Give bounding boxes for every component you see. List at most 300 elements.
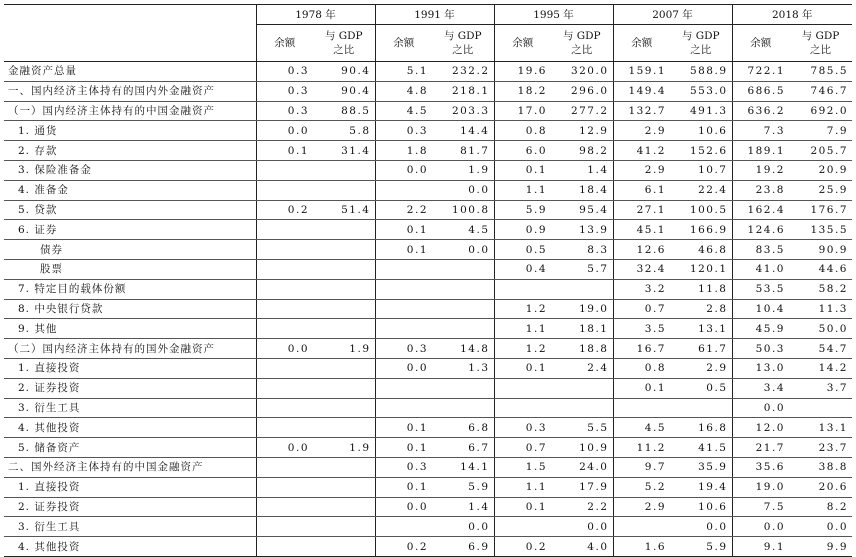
table-row bbox=[4, 517, 852, 537]
balance-cell: 0.7 bbox=[494, 438, 551, 458]
gdp-ratio-cell: 100.5 bbox=[670, 200, 732, 220]
balance-cell bbox=[256, 279, 313, 299]
gdp-ratio-cell bbox=[551, 378, 613, 398]
gdp-ratio-header-line2: 之比 bbox=[333, 44, 355, 56]
balance-cell bbox=[494, 517, 551, 537]
row-label: 3. 保险准备金 bbox=[4, 160, 256, 180]
balance-cell: 0.0 bbox=[732, 398, 789, 418]
balance-cell: 0.1 bbox=[494, 160, 551, 180]
balance-header: 余额 bbox=[256, 25, 313, 62]
gdp-ratio-cell: 44.6 bbox=[789, 259, 852, 279]
gdp-ratio-cell bbox=[313, 220, 375, 240]
gdp-ratio-cell: 8.3 bbox=[551, 240, 613, 260]
gdp-ratio-cell: 2.2 bbox=[551, 497, 613, 517]
gdp-ratio-cell bbox=[313, 279, 375, 299]
gdp-ratio-cell bbox=[313, 398, 375, 418]
table-row bbox=[4, 101, 852, 121]
gdp-ratio-cell: 1.9 bbox=[313, 339, 375, 359]
balance-cell bbox=[375, 180, 432, 200]
row-label: 债券 bbox=[4, 240, 256, 260]
balance-cell bbox=[256, 299, 313, 319]
gdp-ratio-cell: 7.9 bbox=[789, 121, 852, 141]
row-label: 6. 证券 bbox=[4, 220, 256, 240]
table-header bbox=[4, 5, 852, 62]
balance-cell: 1.1 bbox=[494, 319, 551, 339]
gdp-ratio-header-line1: 与 GDP bbox=[681, 30, 720, 42]
balance-cell: 1.6 bbox=[613, 537, 670, 557]
gdp-ratio-cell: 296.0 bbox=[551, 81, 613, 101]
balance-cell: 2.9 bbox=[613, 121, 670, 141]
gdp-ratio-cell: 1.4 bbox=[432, 497, 494, 517]
balance-cell: 0.2 bbox=[494, 537, 551, 557]
balance-cell: 124.6 bbox=[732, 220, 789, 240]
gdp-ratio-cell: 5.9 bbox=[670, 537, 732, 557]
gdp-ratio-cell: 61.7 bbox=[670, 339, 732, 359]
gdp-ratio-header bbox=[551, 25, 613, 62]
balance-cell bbox=[256, 398, 313, 418]
balance-cell bbox=[613, 517, 670, 537]
gdp-ratio-cell: 41.5 bbox=[670, 438, 732, 458]
row-label: 4. 其他投资 bbox=[4, 537, 256, 557]
gdp-ratio-cell: 50.0 bbox=[789, 319, 852, 339]
row-label: 金融资产总量 bbox=[4, 62, 256, 82]
balance-cell: 0.1 bbox=[375, 240, 432, 260]
balance-cell bbox=[613, 398, 670, 418]
balance-cell: 3.2 bbox=[613, 279, 670, 299]
balance-cell: 0.1 bbox=[613, 378, 670, 398]
gdp-ratio-cell bbox=[313, 319, 375, 339]
gdp-ratio-cell: 0.0 bbox=[432, 240, 494, 260]
gdp-ratio-cell bbox=[432, 319, 494, 339]
gdp-ratio-cell bbox=[313, 358, 375, 378]
gdp-ratio-cell bbox=[313, 477, 375, 497]
balance-cell: 17.0 bbox=[494, 101, 551, 121]
gdp-ratio-cell: 24.0 bbox=[551, 457, 613, 477]
gdp-ratio-cell bbox=[313, 240, 375, 260]
row-label: 二、国外经济主体持有的中国金融资产 bbox=[4, 457, 256, 477]
gdp-ratio-cell: 4.0 bbox=[551, 537, 613, 557]
balance-cell: 162.4 bbox=[732, 200, 789, 220]
gdp-ratio-cell: 0.0 bbox=[432, 180, 494, 200]
gdp-ratio-cell: 11.8 bbox=[670, 279, 732, 299]
gdp-ratio-header-line2: 之比 bbox=[810, 44, 831, 56]
balance-cell: 686.5 bbox=[732, 81, 789, 101]
table-row bbox=[4, 81, 852, 101]
balance-cell: 1.2 bbox=[494, 339, 551, 359]
balance-cell: 19.0 bbox=[732, 477, 789, 497]
gdp-ratio-cell bbox=[551, 398, 613, 418]
gdp-ratio-cell: 1.9 bbox=[432, 160, 494, 180]
balance-cell: 0.3 bbox=[256, 62, 313, 82]
balance-cell: 636.2 bbox=[732, 101, 789, 121]
gdp-ratio-cell: 692.0 bbox=[789, 101, 852, 121]
balance-cell: 0.0 bbox=[375, 160, 432, 180]
gdp-ratio-cell: 1.3 bbox=[432, 358, 494, 378]
balance-cell: 45.9 bbox=[732, 319, 789, 339]
gdp-ratio-cell: 277.2 bbox=[551, 101, 613, 121]
balance-cell: 0.1 bbox=[375, 220, 432, 240]
balance-cell bbox=[256, 220, 313, 240]
row-label: 2. 证券投资 bbox=[4, 378, 256, 398]
gdp-ratio-cell: 4.5 bbox=[432, 220, 494, 240]
gdp-ratio-cell: 14.2 bbox=[789, 358, 852, 378]
gdp-ratio-header bbox=[432, 25, 494, 62]
gdp-ratio-cell: 54.7 bbox=[789, 339, 852, 359]
balance-cell: 0.1 bbox=[494, 358, 551, 378]
gdp-ratio-cell: 0.0 bbox=[670, 517, 732, 537]
row-label: 2. 存款 bbox=[4, 141, 256, 161]
gdp-ratio-cell: 5.7 bbox=[551, 259, 613, 279]
gdp-ratio-cell: 6.7 bbox=[432, 438, 494, 458]
table-row bbox=[4, 418, 852, 438]
gdp-ratio-header-line1: 与 GDP bbox=[562, 30, 601, 42]
gdp-ratio-cell bbox=[313, 517, 375, 537]
gdp-ratio-cell: 2.8 bbox=[670, 299, 732, 319]
balance-cell bbox=[256, 477, 313, 497]
row-label: 5. 贷款 bbox=[4, 200, 256, 220]
balance-cell: 0.0 bbox=[256, 121, 313, 141]
gdp-ratio-cell: 0.0 bbox=[789, 517, 852, 537]
gdp-ratio-header bbox=[313, 25, 375, 62]
table-row bbox=[4, 240, 852, 260]
gdp-ratio-cell: 90.4 bbox=[313, 62, 375, 82]
balance-cell: 53.5 bbox=[732, 279, 789, 299]
balance-cell: 4.5 bbox=[375, 101, 432, 121]
gdp-ratio-cell bbox=[313, 537, 375, 557]
gdp-ratio-cell: 0.0 bbox=[551, 517, 613, 537]
financial-assets-table bbox=[4, 4, 852, 557]
balance-cell: 0.5 bbox=[494, 240, 551, 260]
table-row bbox=[4, 220, 852, 240]
gdp-ratio-cell: 14.1 bbox=[432, 457, 494, 477]
gdp-ratio-cell: 100.8 bbox=[432, 200, 494, 220]
gdp-ratio-cell: 5.8 bbox=[313, 121, 375, 141]
balance-cell: 32.4 bbox=[613, 259, 670, 279]
gdp-ratio-header bbox=[670, 25, 732, 62]
gdp-ratio-cell: 22.4 bbox=[670, 180, 732, 200]
balance-cell: 0.2 bbox=[256, 200, 313, 220]
balance-cell: 1.2 bbox=[494, 299, 551, 319]
gdp-ratio-cell: 6.8 bbox=[432, 418, 494, 438]
gdp-ratio-cell: 0.0 bbox=[432, 517, 494, 537]
row-label: 1. 直接投资 bbox=[4, 358, 256, 378]
balance-cell: 6.0 bbox=[494, 141, 551, 161]
table-body bbox=[4, 62, 852, 557]
gdp-ratio-cell: 18.8 bbox=[551, 339, 613, 359]
balance-header: 余额 bbox=[375, 25, 432, 62]
gdp-ratio-cell: 51.4 bbox=[313, 200, 375, 220]
balance-cell bbox=[256, 240, 313, 260]
gdp-ratio-cell: 553.0 bbox=[670, 81, 732, 101]
balance-cell: 6.1 bbox=[613, 180, 670, 200]
year-header: 1995 年 bbox=[494, 5, 613, 25]
balance-header: 余额 bbox=[494, 25, 551, 62]
balance-cell: 0.3 bbox=[256, 101, 313, 121]
balance-cell: 0.3 bbox=[375, 339, 432, 359]
table-row bbox=[4, 200, 852, 220]
gdp-ratio-cell: 120.1 bbox=[670, 259, 732, 279]
gdp-ratio-cell bbox=[432, 259, 494, 279]
gdp-ratio-cell: 10.9 bbox=[551, 438, 613, 458]
gdp-ratio-cell: 203.3 bbox=[432, 101, 494, 121]
gdp-ratio-header bbox=[789, 25, 852, 62]
row-label: 1. 通货 bbox=[4, 121, 256, 141]
row-label: 一、国内经济主体持有的国内外金融资产 bbox=[4, 81, 256, 101]
balance-cell bbox=[256, 180, 313, 200]
balance-cell: 5.9 bbox=[494, 200, 551, 220]
balance-cell bbox=[375, 279, 432, 299]
balance-cell: 0.8 bbox=[494, 121, 551, 141]
balance-cell: 23.8 bbox=[732, 180, 789, 200]
year-header: 2007 年 bbox=[613, 5, 732, 25]
balance-cell bbox=[256, 497, 313, 517]
table-row bbox=[4, 121, 852, 141]
balance-cell: 12.6 bbox=[613, 240, 670, 260]
gdp-ratio-cell: 320.0 bbox=[551, 62, 613, 82]
balance-cell: 1.1 bbox=[494, 180, 551, 200]
gdp-ratio-cell bbox=[313, 497, 375, 517]
balance-cell: 13.0 bbox=[732, 358, 789, 378]
balance-cell bbox=[375, 299, 432, 319]
balance-cell bbox=[375, 319, 432, 339]
balance-cell: 0.3 bbox=[256, 81, 313, 101]
gdp-ratio-cell: 1.9 bbox=[313, 438, 375, 458]
gdp-ratio-cell bbox=[313, 299, 375, 319]
gdp-ratio-header-line2: 之比 bbox=[690, 44, 712, 56]
gdp-ratio-cell: 58.2 bbox=[789, 279, 852, 299]
year-header: 1978 年 bbox=[256, 5, 375, 25]
balance-cell bbox=[494, 398, 551, 418]
balance-cell: 16.7 bbox=[613, 339, 670, 359]
table-row bbox=[4, 537, 852, 557]
balance-cell bbox=[256, 457, 313, 477]
balance-cell bbox=[375, 398, 432, 418]
gdp-ratio-cell: 9.9 bbox=[789, 537, 852, 557]
balance-cell: 50.3 bbox=[732, 339, 789, 359]
gdp-ratio-cell: 785.5 bbox=[789, 62, 852, 82]
balance-cell: 4.8 bbox=[375, 81, 432, 101]
gdp-ratio-cell: 491.3 bbox=[670, 101, 732, 121]
year-header: 2018 年 bbox=[732, 5, 852, 25]
balance-cell: 0.1 bbox=[256, 141, 313, 161]
gdp-ratio-cell: 14.4 bbox=[432, 121, 494, 141]
gdp-ratio-cell: 13.1 bbox=[789, 418, 852, 438]
gdp-ratio-cell: 12.9 bbox=[551, 121, 613, 141]
table-row bbox=[4, 279, 852, 299]
gdp-ratio-cell bbox=[670, 398, 732, 418]
row-label: 5. 储备资产 bbox=[4, 438, 256, 458]
gdp-ratio-cell: 98.2 bbox=[551, 141, 613, 161]
gdp-ratio-cell bbox=[432, 378, 494, 398]
balance-cell: 4.5 bbox=[613, 418, 670, 438]
balance-cell: 5.2 bbox=[613, 477, 670, 497]
gdp-ratio-cell: 10.6 bbox=[670, 121, 732, 141]
balance-header: 余额 bbox=[613, 25, 670, 62]
balance-cell: 41.0 bbox=[732, 259, 789, 279]
balance-cell bbox=[375, 517, 432, 537]
gdp-ratio-cell: 152.6 bbox=[670, 141, 732, 161]
balance-cell: 5.1 bbox=[375, 62, 432, 82]
gdp-ratio-cell: 11.3 bbox=[789, 299, 852, 319]
gdp-ratio-cell: 10.7 bbox=[670, 160, 732, 180]
gdp-ratio-cell: 205.7 bbox=[789, 141, 852, 161]
balance-header: 余额 bbox=[732, 25, 789, 62]
gdp-ratio-cell bbox=[313, 259, 375, 279]
row-label: 4. 其他投资 bbox=[4, 418, 256, 438]
gdp-ratio-cell: 218.1 bbox=[432, 81, 494, 101]
gdp-ratio-cell: 176.7 bbox=[789, 200, 852, 220]
gdp-ratio-cell: 46.8 bbox=[670, 240, 732, 260]
row-label: 3. 衍生工具 bbox=[4, 517, 256, 537]
balance-cell: 2.2 bbox=[375, 200, 432, 220]
row-label: 8. 中央银行贷款 bbox=[4, 299, 256, 319]
gdp-ratio-cell: 20.6 bbox=[789, 477, 852, 497]
balance-cell: 1.8 bbox=[375, 141, 432, 161]
table-row bbox=[4, 358, 852, 378]
gdp-ratio-cell: 88.5 bbox=[313, 101, 375, 121]
row-label: 1. 直接投资 bbox=[4, 477, 256, 497]
gdp-ratio-cell: 23.7 bbox=[789, 438, 852, 458]
gdp-ratio-cell: 135.5 bbox=[789, 220, 852, 240]
year-header: 1991 年 bbox=[375, 5, 494, 25]
table-row bbox=[4, 398, 852, 418]
balance-cell: 3.5 bbox=[613, 319, 670, 339]
gdp-ratio-cell: 25.9 bbox=[789, 180, 852, 200]
row-label: 股票 bbox=[4, 259, 256, 279]
year-header-row bbox=[4, 5, 852, 25]
balance-cell: 0.3 bbox=[375, 457, 432, 477]
balance-cell: 27.1 bbox=[613, 200, 670, 220]
balance-cell: 7.3 bbox=[732, 121, 789, 141]
gdp-ratio-cell bbox=[432, 299, 494, 319]
gdp-ratio-header-line2: 之比 bbox=[452, 44, 474, 56]
gdp-ratio-cell: 18.4 bbox=[551, 180, 613, 200]
gdp-ratio-cell bbox=[432, 398, 494, 418]
balance-cell: 35.6 bbox=[732, 457, 789, 477]
balance-cell: 159.1 bbox=[613, 62, 670, 82]
balance-cell: 189.1 bbox=[732, 141, 789, 161]
gdp-ratio-cell: 3.7 bbox=[789, 378, 852, 398]
gdp-ratio-cell: 18.1 bbox=[551, 319, 613, 339]
balance-cell: 11.2 bbox=[613, 438, 670, 458]
balance-cell: 18.2 bbox=[494, 81, 551, 101]
balance-cell bbox=[375, 378, 432, 398]
gdp-ratio-cell: 90.9 bbox=[789, 240, 852, 260]
balance-cell: 0.1 bbox=[375, 438, 432, 458]
row-label: 9. 其他 bbox=[4, 319, 256, 339]
balance-cell: 0.0 bbox=[375, 497, 432, 517]
balance-cell: 0.3 bbox=[375, 121, 432, 141]
balance-cell: 19.6 bbox=[494, 62, 551, 82]
balance-cell: 722.1 bbox=[732, 62, 789, 82]
balance-cell bbox=[256, 259, 313, 279]
row-label: （一）国内经济主体持有的中国金融资产 bbox=[4, 101, 256, 121]
balance-cell bbox=[375, 259, 432, 279]
gdp-ratio-cell: 14.8 bbox=[432, 339, 494, 359]
balance-cell bbox=[256, 319, 313, 339]
balance-cell: 1.5 bbox=[494, 457, 551, 477]
balance-cell: 19.2 bbox=[732, 160, 789, 180]
balance-cell: 0.9 bbox=[494, 220, 551, 240]
gdp-ratio-cell: 13.9 bbox=[551, 220, 613, 240]
balance-cell: 0.0 bbox=[732, 517, 789, 537]
balance-cell bbox=[256, 537, 313, 557]
table-row bbox=[4, 62, 852, 82]
gdp-ratio-header-line1: 与 GDP bbox=[801, 30, 840, 42]
balance-cell: 83.5 bbox=[732, 240, 789, 260]
balance-cell: 0.2 bbox=[375, 537, 432, 557]
balance-cell: 2.9 bbox=[613, 160, 670, 180]
table-row bbox=[4, 378, 852, 398]
gdp-ratio-cell: 31.4 bbox=[313, 141, 375, 161]
table-row bbox=[4, 180, 852, 200]
gdp-ratio-cell: 90.4 bbox=[313, 81, 375, 101]
gdp-ratio-cell: 35.9 bbox=[670, 457, 732, 477]
balance-cell: 149.4 bbox=[613, 81, 670, 101]
gdp-ratio-cell: 95.4 bbox=[551, 200, 613, 220]
balance-cell: 3.4 bbox=[732, 378, 789, 398]
balance-cell: 0.0 bbox=[256, 339, 313, 359]
gdp-ratio-cell: 8.2 bbox=[789, 497, 852, 517]
balance-cell: 0.1 bbox=[375, 418, 432, 438]
gdp-ratio-cell: 20.9 bbox=[789, 160, 852, 180]
gdp-ratio-cell: 6.9 bbox=[432, 537, 494, 557]
balance-cell bbox=[256, 358, 313, 378]
table-row bbox=[4, 160, 852, 180]
gdp-ratio-cell: 10.6 bbox=[670, 497, 732, 517]
balance-cell: 0.1 bbox=[494, 497, 551, 517]
balance-cell: 0.8 bbox=[613, 358, 670, 378]
balance-cell bbox=[256, 418, 313, 438]
row-label-header bbox=[4, 5, 256, 62]
table-row bbox=[4, 259, 852, 279]
gdp-ratio-cell: 232.2 bbox=[432, 62, 494, 82]
row-label: 4. 准备金 bbox=[4, 180, 256, 200]
balance-cell: 7.5 bbox=[732, 497, 789, 517]
balance-cell: 1.1 bbox=[494, 477, 551, 497]
gdp-ratio-cell bbox=[432, 279, 494, 299]
gdp-ratio-header-line1: 与 GDP bbox=[443, 30, 482, 42]
gdp-ratio-cell: 166.9 bbox=[670, 220, 732, 240]
gdp-ratio-cell bbox=[313, 160, 375, 180]
gdp-ratio-cell: 5.5 bbox=[551, 418, 613, 438]
balance-cell: 0.0 bbox=[375, 358, 432, 378]
gdp-ratio-cell: 746.7 bbox=[789, 81, 852, 101]
balance-cell: 0.7 bbox=[613, 299, 670, 319]
gdp-ratio-cell: 16.8 bbox=[670, 418, 732, 438]
gdp-ratio-cell: 5.9 bbox=[432, 477, 494, 497]
table-row bbox=[4, 477, 852, 497]
balance-cell: 9.1 bbox=[732, 537, 789, 557]
gdp-ratio-cell: 19.4 bbox=[670, 477, 732, 497]
balance-cell: 10.4 bbox=[732, 299, 789, 319]
balance-cell: 0.3 bbox=[494, 418, 551, 438]
table-row bbox=[4, 438, 852, 458]
gdp-ratio-cell: 13.1 bbox=[670, 319, 732, 339]
gdp-ratio-cell: 38.8 bbox=[789, 457, 852, 477]
row-label: 2. 证券投资 bbox=[4, 497, 256, 517]
gdp-ratio-cell bbox=[789, 398, 852, 418]
table-row bbox=[4, 339, 852, 359]
balance-cell: 0.4 bbox=[494, 259, 551, 279]
balance-cell: 12.0 bbox=[732, 418, 789, 438]
gdp-ratio-cell: 81.7 bbox=[432, 141, 494, 161]
balance-cell: 41.2 bbox=[613, 141, 670, 161]
table-row bbox=[4, 457, 852, 477]
gdp-ratio-cell bbox=[313, 457, 375, 477]
balance-cell: 2.9 bbox=[613, 497, 670, 517]
gdp-ratio-cell: 19.0 bbox=[551, 299, 613, 319]
